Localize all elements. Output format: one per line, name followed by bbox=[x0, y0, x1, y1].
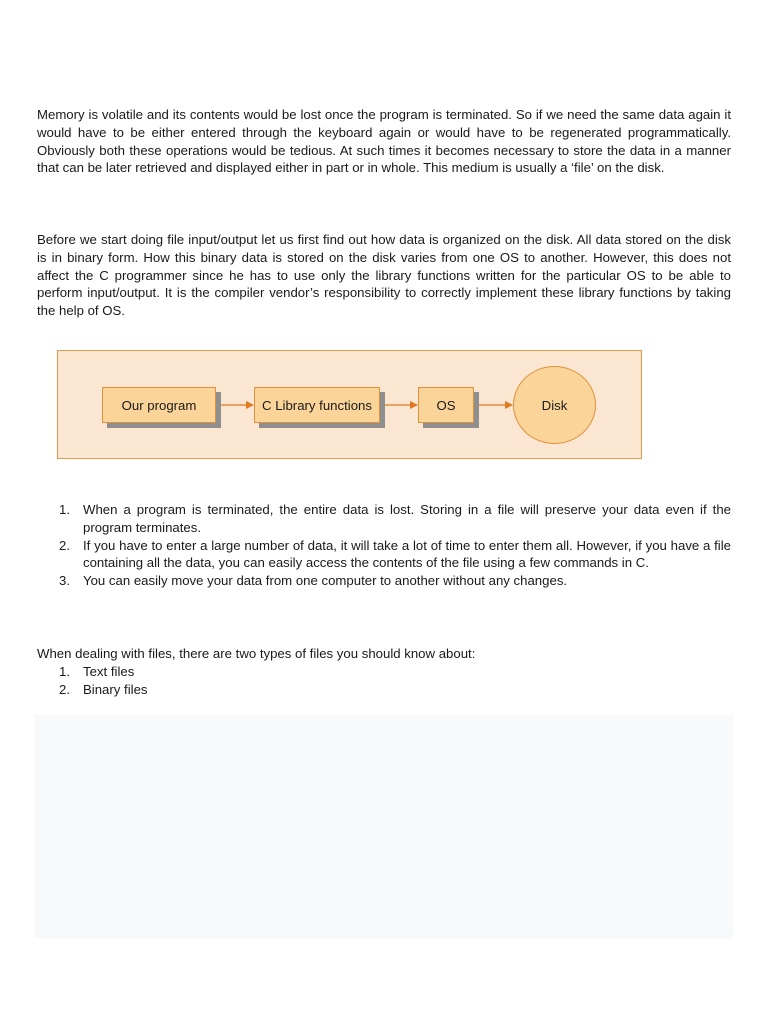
list-number: 3. bbox=[59, 573, 70, 589]
list-item-text: Text files bbox=[83, 664, 135, 679]
list-item-text: When a program is terminated, the entire data is lost. Storing in a file will preserve your data even if the program terminates. bbox=[83, 502, 731, 535]
node-c-library-functions: C Library functions bbox=[254, 387, 380, 423]
list-number: 2. bbox=[59, 681, 70, 697]
file-io-flow-diagram bbox=[57, 350, 642, 459]
file-benefits-list bbox=[37, 501, 731, 590]
file-types-intro: When dealing with files, there are two types of files you should know about: bbox=[37, 646, 476, 661]
list-item bbox=[37, 681, 731, 699]
list-item-text: If you have to enter a large number of data, it will take a lot of time to enter them all. However, if you have a file containing all the data, you can easily access the contents of the file using a few commands in C. bbox=[83, 537, 731, 571]
blank-embed-area bbox=[34, 715, 733, 939]
list-item-text: Binary files bbox=[83, 681, 148, 697]
list-number: 2. bbox=[59, 537, 70, 553]
list-item-text: You can easily move your data from one computer to another without any changes. bbox=[83, 573, 568, 589]
node-disk: Disk bbox=[513, 366, 596, 444]
list-item bbox=[37, 572, 731, 590]
file-types-list bbox=[37, 663, 731, 699]
node-os: OS bbox=[418, 387, 474, 423]
list-item bbox=[37, 501, 731, 537]
node-our-program: Our program bbox=[102, 387, 216, 423]
paragraph-disk-organization: Before we start doing file input/output let us first find out how data is organized on the disk. All data stored on the disk is in binary form. How this binary data is stored on the disk varies from one OS to another. However, this does not affect the C programmer since he has to use only the library functions written for the particular OS to be able to perform input/output. It is the compiler vendor’s responsibility to correctly implement these library functions by taking the help of OS. bbox=[37, 232, 731, 319]
list-item bbox=[37, 663, 731, 681]
paragraph-memory-volatility: Memory is volatile and its contents would be lost once the program is terminated. So if we need the same data again it would have to be either entered through the keyboard again or would have to be regenerated programmatically. Obviously both these operations would be tedious. At such times it becomes necessary to store the data in a manner that can be later retrieved and displayed either in part or in whole. This medium is usually a ‘file’ on the disk. bbox=[37, 107, 731, 176]
list-number: 1. bbox=[59, 664, 70, 679]
list-number: 1. bbox=[59, 502, 70, 517]
list-item bbox=[37, 537, 731, 573]
